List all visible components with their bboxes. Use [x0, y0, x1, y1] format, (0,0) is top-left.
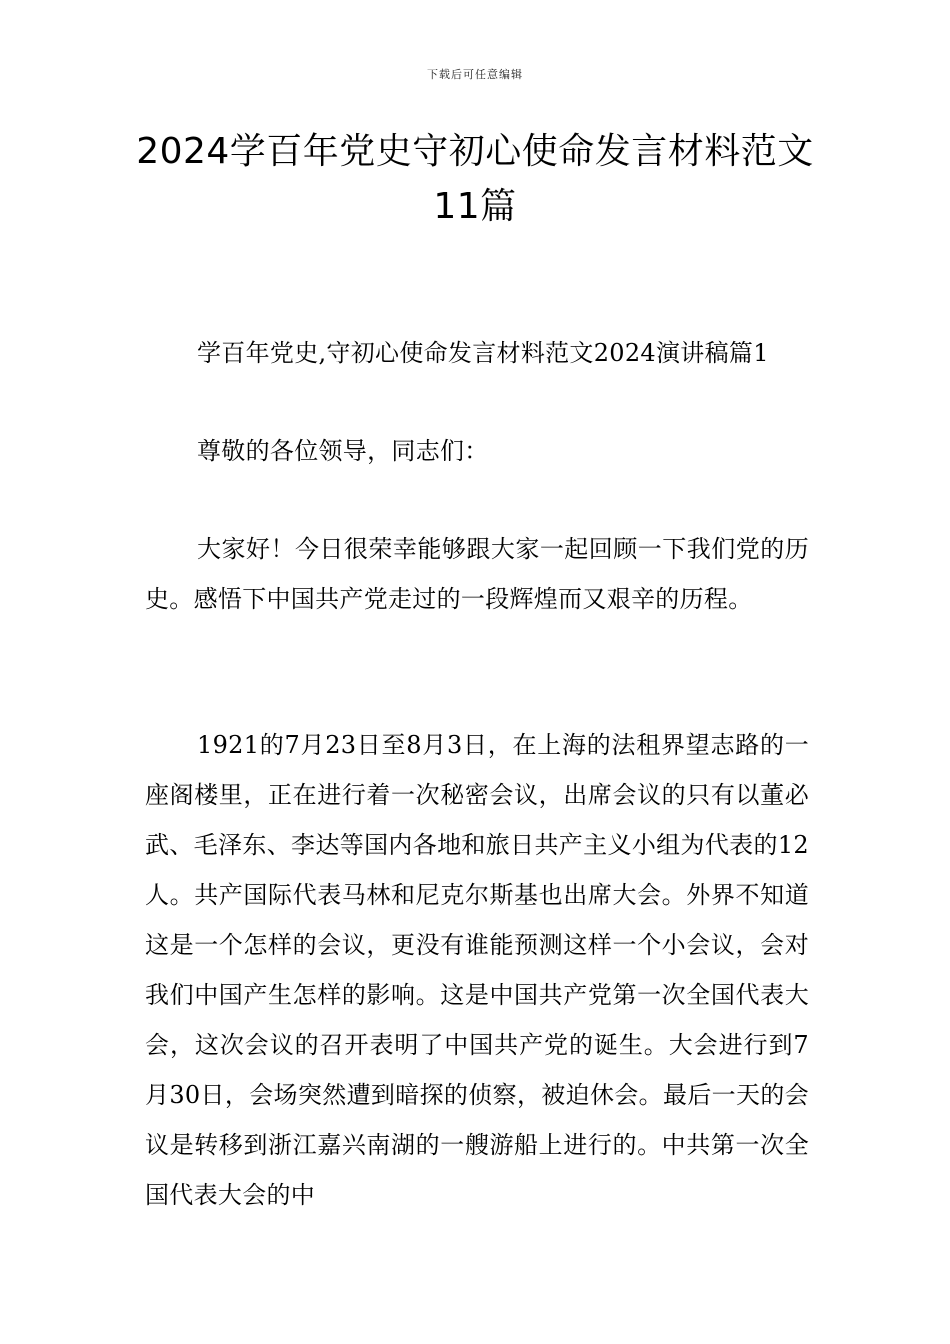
- greeting-paragraph: 尊敬的各位领导，同志们：: [197, 437, 489, 465]
- document-title: [100, 124, 850, 234]
- title-line-2: 11篇: [433, 186, 517, 227]
- intro-paragraph: 大家好！今日很荣幸能够跟大家一起回顾一下我们党的历史。感悟下中国共产党走过的一段辉煌而又艰辛的历程。: [145, 535, 809, 613]
- section-subtitle: 学百年党史,守初心使命发言材料范文2024演讲稿篇1: [197, 339, 769, 367]
- title-line-1: 2024学百年党史守初心使命发言材料范文: [136, 131, 814, 172]
- history-paragraph: 1921的7月23日至8月3日，在上海的法租界望志路的一座阁楼里，正在进行着一次秘密会议，出席会议的只有以董必武、毛泽东、李达等国内各地和旅日共产主义小组为代表的12人。共产国际代表马林和尼克尔斯基也出席大会。外界不知道这是一个怎样的会议，更没有谁能预测这样一个小会议，会对我们中国产生怎样的影响。这是中国共产党第一次全国代表大会，这次会议的召开表明了中国共产党的诞生。大会进行到7月30日，会场突然遭到暗探的侦察，被迫休会。最后一天的会议是转移到浙江嘉兴南湖的一艘游船上进行的。中共第一次全国代表大会的中: [145, 731, 809, 1209]
- header-note: 下载后可任意编辑: [427, 68, 523, 81]
